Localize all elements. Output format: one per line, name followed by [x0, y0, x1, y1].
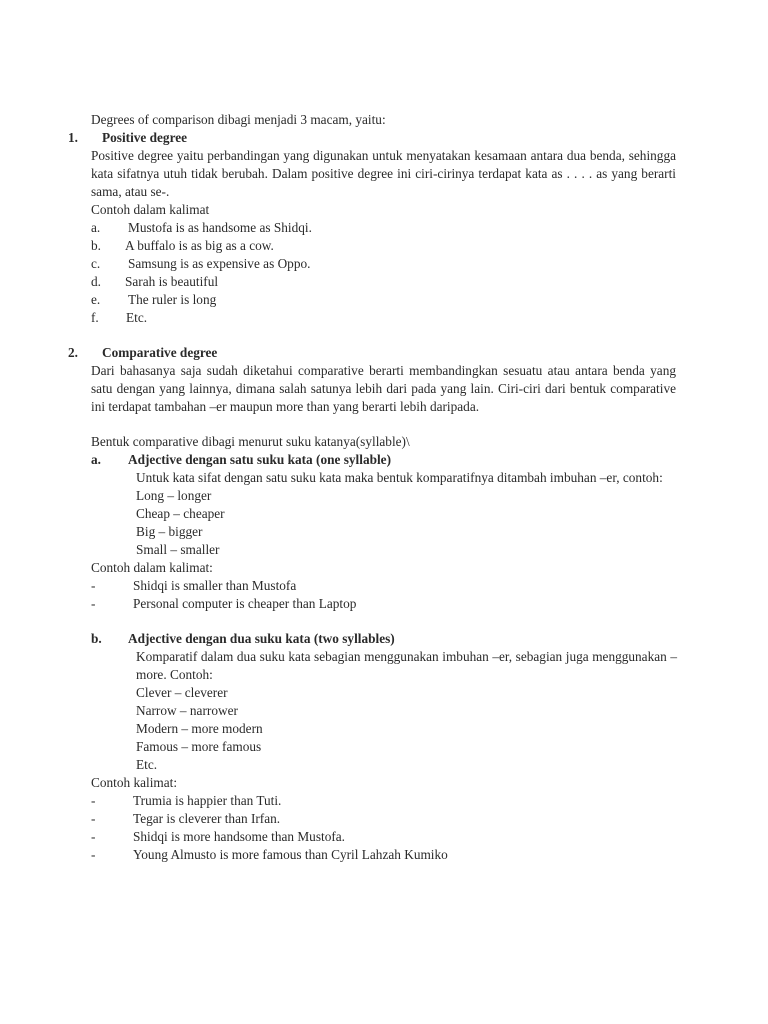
dash-text: Shidqi is more handsome than Mustofa. — [133, 829, 345, 844]
positive-paragraph: Positive degree yaitu perbandingan yang digunakan untuk menyatakan kesamaan antara dua benda, sehingga kata sifatnya utuh tidak berubah. Dalam positive degree ini ciri-cirinya terdapat kata as . . . . as yang berarti sama, atau se-. — [91, 148, 676, 199]
sub-a-paragraph: Untuk kata sifat dengan satu suku kata maka bentuk komparatifnya ditambah imbuhan –er, contoh: — [136, 470, 663, 485]
list-text: Sarah is beautiful — [125, 274, 219, 289]
list-letter: c. — [91, 256, 101, 271]
list-text: Etc. — [126, 310, 148, 325]
positive-example-heading: Contoh dalam kalimat — [91, 202, 210, 217]
word-pair: Modern – more modern — [136, 721, 263, 736]
list-item — [0, 273, 768, 291]
dash-item — [0, 792, 768, 810]
dash-text: Personal computer is cheaper than Laptop — [133, 596, 357, 611]
dash-bullet: - — [91, 578, 96, 593]
subsection-letter: b. — [91, 631, 102, 646]
word-pair: Long – longer — [136, 488, 212, 503]
section-number: 1. — [68, 130, 78, 145]
list-item — [0, 309, 768, 327]
spacer — [0, 613, 768, 630]
sub-b-example-heading: Contoh kalimat: — [91, 775, 178, 790]
sub-a-example-heading: Contoh dalam kalimat: — [91, 560, 213, 575]
dash-text: Tegar is cleverer than Irfan. — [133, 811, 281, 826]
list-text: Samsung is as expensive as Oppo. — [128, 256, 311, 271]
subsection-title: Adjective dengan dua suku kata (two syllables) — [128, 631, 395, 646]
dash-item — [0, 595, 768, 613]
spacer — [0, 416, 768, 433]
document-page — [0, 111, 768, 864]
subsection-heading-b — [0, 630, 768, 648]
section-heading-positive — [0, 129, 768, 147]
section-number: 2. — [68, 345, 78, 360]
dash-bullet: - — [91, 829, 96, 844]
dash-bullet: - — [91, 793, 96, 808]
word-pair: Small – smaller — [136, 542, 220, 557]
section-heading-comparative — [0, 344, 768, 362]
word-pair: Etc. — [136, 757, 158, 772]
intro-text: Degrees of comparison dibagi menjadi 3 macam, yaitu: — [91, 112, 386, 127]
dash-bullet: - — [91, 811, 96, 826]
list-item — [0, 291, 768, 309]
dash-item — [0, 828, 768, 846]
section-title: Comparative degree — [102, 345, 218, 360]
section-title: Positive degree — [102, 130, 188, 145]
comparative-paragraph: Dari bahasanya saja sudah diketahui comparative berarti membandingkan sesuatu atau antara benda yang satu dengan yang lainnya, dimana salah satunya lebih dari pada yang lain. Ciri-ciri dari bentuk comparative ini terdapat tambahan –er maupun more than yang berarti lebih daripada. — [91, 363, 676, 414]
sub-b-paragraph: Komparatif dalam dua suku kata sebagian menggunakan imbuhan –er, sebagian juga menggunakan –more. Contoh: — [136, 649, 677, 682]
dash-bullet: - — [91, 847, 96, 862]
list-letter: b. — [91, 238, 101, 253]
list-item — [0, 219, 768, 237]
division-text: Bentuk comparative dibagi menurut suku katanya(syllable)\ — [91, 434, 410, 449]
subsection-letter: a. — [91, 452, 101, 467]
subsection-heading-a — [0, 451, 768, 469]
list-item — [0, 237, 768, 255]
dash-text: Young Almusto is more famous than Cyril Lahzah Kumiko — [133, 847, 448, 862]
word-pair: Narrow – narrower — [136, 703, 238, 718]
list-text: A buffalo is as big as a cow. — [125, 238, 274, 253]
word-pair: Famous – more famous — [136, 739, 262, 754]
spacer — [0, 327, 768, 344]
list-item — [0, 255, 768, 273]
word-pair: Clever – cleverer — [136, 685, 228, 700]
dash-item — [0, 810, 768, 828]
list-letter: e. — [91, 292, 101, 307]
list-letter: a. — [91, 220, 101, 235]
list-letter: f. — [91, 310, 99, 325]
dash-text: Shidqi is smaller than Mustofa — [133, 578, 297, 593]
list-letter: d. — [91, 274, 101, 289]
dash-item — [0, 846, 768, 864]
word-pair: Cheap – cheaper — [136, 506, 225, 521]
dash-text: Trumia is happier than Tuti. — [133, 793, 282, 808]
word-pair: Big – bigger — [136, 524, 203, 539]
list-text: Mustofa is as handsome as Shidqi. — [128, 220, 312, 235]
dash-bullet: - — [91, 596, 96, 611]
subsection-title: Adjective dengan satu suku kata (one syllable) — [128, 452, 392, 467]
dash-item — [0, 577, 768, 595]
list-text: The ruler is long — [128, 292, 217, 307]
